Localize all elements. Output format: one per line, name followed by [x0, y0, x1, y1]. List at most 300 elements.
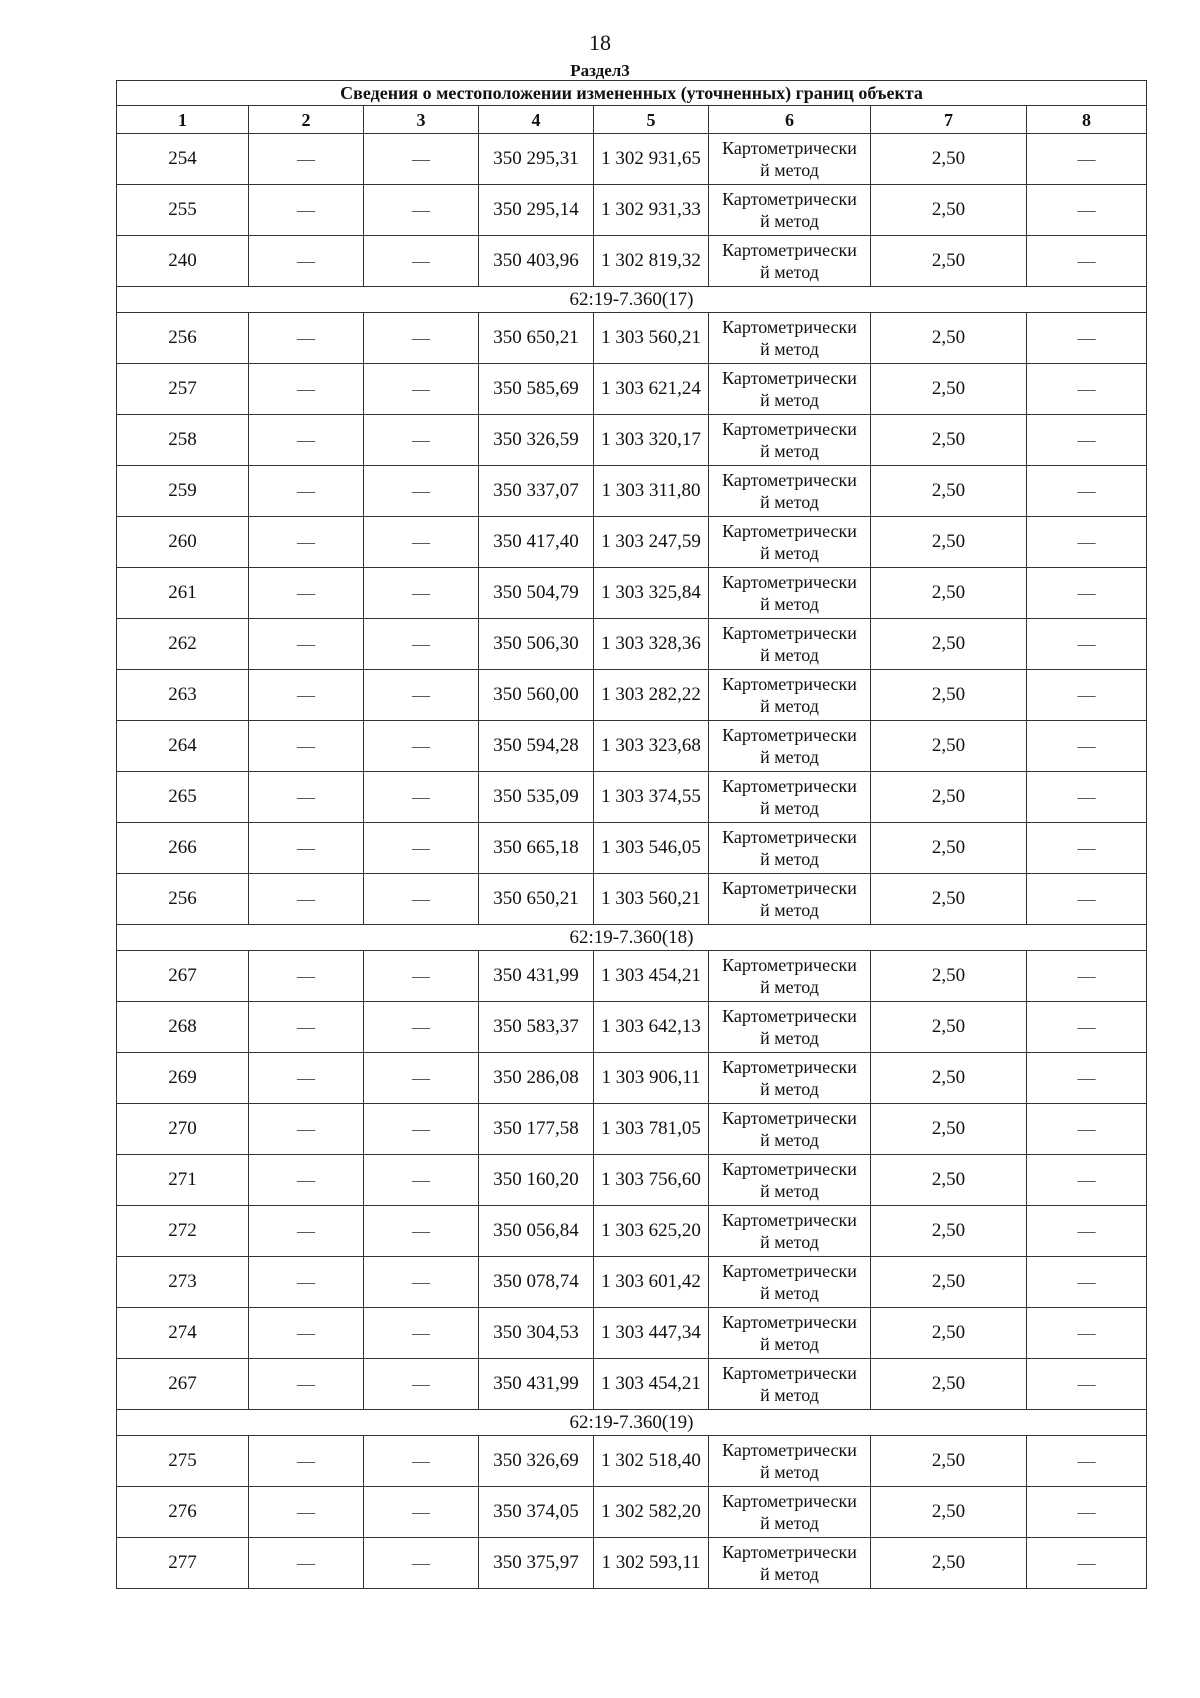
method-cell: [709, 1359, 871, 1410]
method-text-line: й метод: [760, 900, 819, 920]
table-row: [117, 619, 1147, 670]
method-cell: [709, 1206, 871, 1257]
dash-cell: —: [364, 1436, 479, 1487]
dash-cell: —: [249, 1155, 364, 1206]
dash-cell: —: [364, 364, 479, 415]
dash-cell: —: [364, 236, 479, 287]
dash-cell: —: [364, 1155, 479, 1206]
table-row: [117, 874, 1147, 925]
accuracy-cell: 2,50: [871, 1206, 1027, 1257]
method-cell: [709, 670, 871, 721]
method-text-line: й метод: [760, 441, 819, 461]
method-cell: [709, 619, 871, 670]
column-header: 4: [479, 106, 594, 134]
table-row: [117, 415, 1147, 466]
method-text-line: й метод: [760, 339, 819, 359]
method-text-line: Картометрически: [722, 1312, 857, 1332]
dash-cell: —: [1027, 517, 1147, 568]
dash-cell: —: [364, 619, 479, 670]
point-number-cell: 256: [117, 313, 249, 364]
accuracy-cell: 2,50: [871, 466, 1027, 517]
accuracy-cell: 2,50: [871, 415, 1027, 466]
dash-cell: —: [1027, 619, 1147, 670]
method-text-line: Картометрически: [722, 470, 857, 490]
point-number-cell: 267: [117, 1359, 249, 1410]
dash-cell: —: [364, 466, 479, 517]
point-number-cell: 269: [117, 1053, 249, 1104]
table-row: [117, 1257, 1147, 1308]
x-coordinate-cell: 350 326,59: [479, 415, 594, 466]
method-cell: [709, 364, 871, 415]
dash-cell: —: [249, 1359, 364, 1410]
dash-cell: —: [249, 1053, 364, 1104]
method-text-line: й метод: [760, 1334, 819, 1354]
accuracy-cell: 2,50: [871, 134, 1027, 185]
table-row: [117, 1308, 1147, 1359]
dash-cell: —: [1027, 823, 1147, 874]
dash-cell: —: [364, 568, 479, 619]
dash-cell: —: [1027, 313, 1147, 364]
dash-cell: —: [249, 364, 364, 415]
accuracy-cell: 2,50: [871, 1053, 1027, 1104]
method-cell: [709, 236, 871, 287]
dash-cell: —: [1027, 134, 1147, 185]
dash-cell: —: [249, 134, 364, 185]
method-cell: [709, 1155, 871, 1206]
method-cell: [709, 134, 871, 185]
table-body: [117, 81, 1147, 1589]
method-text-line: й метод: [760, 798, 819, 818]
group-label: 62:19-7.360(18): [117, 925, 1147, 951]
dash-cell: —: [364, 185, 479, 236]
dash-cell: —: [249, 721, 364, 772]
dash-cell: —: [1027, 568, 1147, 619]
method-text-line: Картометрически: [722, 1057, 857, 1077]
method-cell: [709, 772, 871, 823]
method-text-line: й метод: [760, 747, 819, 767]
y-coordinate-cell: 1 302 593,11: [594, 1538, 709, 1589]
dash-cell: —: [249, 1257, 364, 1308]
method-text-line: й метод: [760, 1181, 819, 1201]
dash-cell: —: [249, 823, 364, 874]
point-number-cell: 271: [117, 1155, 249, 1206]
y-coordinate-cell: 1 303 323,68: [594, 721, 709, 772]
table-row: [117, 772, 1147, 823]
table-row: [117, 721, 1147, 772]
table-row: [117, 951, 1147, 1002]
x-coordinate-cell: 350 650,21: [479, 874, 594, 925]
table-row: [117, 568, 1147, 619]
accuracy-cell: 2,50: [871, 823, 1027, 874]
y-coordinate-cell: 1 302 931,33: [594, 185, 709, 236]
method-cell: [709, 1538, 871, 1589]
accuracy-cell: 2,50: [871, 1308, 1027, 1359]
method-text-line: й метод: [760, 696, 819, 716]
y-coordinate-cell: 1 303 320,17: [594, 415, 709, 466]
method-text-line: й метод: [760, 1028, 819, 1048]
method-text-line: Картометрически: [722, 419, 857, 439]
accuracy-cell: 2,50: [871, 1257, 1027, 1308]
method-text-line: Картометрически: [722, 521, 857, 541]
method-text-line: й метод: [760, 977, 819, 997]
column-header: 2: [249, 106, 364, 134]
dash-cell: —: [1027, 364, 1147, 415]
dash-cell: —: [364, 1002, 479, 1053]
method-cell: [709, 1257, 871, 1308]
point-number-cell: 277: [117, 1538, 249, 1589]
group-header-row: [117, 925, 1147, 951]
accuracy-cell: 2,50: [871, 1436, 1027, 1487]
column-header: 7: [871, 106, 1027, 134]
y-coordinate-cell: 1 302 582,20: [594, 1487, 709, 1538]
table-row: [117, 313, 1147, 364]
x-coordinate-cell: 350 650,21: [479, 313, 594, 364]
point-number-cell: 259: [117, 466, 249, 517]
accuracy-cell: 2,50: [871, 568, 1027, 619]
method-cell: [709, 466, 871, 517]
dash-cell: —: [249, 951, 364, 1002]
accuracy-cell: 2,50: [871, 619, 1027, 670]
dash-cell: —: [364, 670, 479, 721]
point-number-cell: 267: [117, 951, 249, 1002]
x-coordinate-cell: 350 560,00: [479, 670, 594, 721]
dash-cell: —: [364, 517, 479, 568]
table-row: [117, 1359, 1147, 1410]
dash-cell: —: [1027, 1053, 1147, 1104]
dash-cell: —: [249, 1308, 364, 1359]
y-coordinate-cell: 1 302 931,65: [594, 134, 709, 185]
dash-cell: —: [1027, 670, 1147, 721]
dash-cell: —: [364, 1104, 479, 1155]
boundary-coordinates-table: [116, 80, 1147, 1589]
method-cell: [709, 313, 871, 364]
dash-cell: —: [364, 721, 479, 772]
y-coordinate-cell: 1 303 454,21: [594, 1359, 709, 1410]
accuracy-cell: 2,50: [871, 1155, 1027, 1206]
method-text-line: Картометрически: [722, 240, 857, 260]
method-text-line: й метод: [760, 492, 819, 512]
y-coordinate-cell: 1 303 560,21: [594, 874, 709, 925]
x-coordinate-cell: 350 583,37: [479, 1002, 594, 1053]
method-text-line: Картометрически: [722, 776, 857, 796]
dash-cell: —: [1027, 1436, 1147, 1487]
method-text-line: Картометрически: [722, 1210, 857, 1230]
method-cell: [709, 1487, 871, 1538]
x-coordinate-cell: 350 506,30: [479, 619, 594, 670]
y-coordinate-cell: 1 303 282,22: [594, 670, 709, 721]
column-header: 3: [364, 106, 479, 134]
dash-cell: —: [364, 951, 479, 1002]
dash-cell: —: [249, 1002, 364, 1053]
method-text-line: Картометрически: [722, 1542, 857, 1562]
method-cell: [709, 721, 871, 772]
method-text-line: Картометрически: [722, 1108, 857, 1128]
x-coordinate-cell: 350 535,09: [479, 772, 594, 823]
x-coordinate-cell: 350 665,18: [479, 823, 594, 874]
method-cell: [709, 185, 871, 236]
accuracy-cell: 2,50: [871, 313, 1027, 364]
dash-cell: —: [249, 568, 364, 619]
y-coordinate-cell: 1 303 325,84: [594, 568, 709, 619]
group-header-row: [117, 1410, 1147, 1436]
group-label: 62:19-7.360(17): [117, 287, 1147, 313]
y-coordinate-cell: 1 303 454,21: [594, 951, 709, 1002]
method-text-line: Картометрически: [722, 827, 857, 847]
page-number: 18: [589, 30, 611, 55]
point-number-cell: 274: [117, 1308, 249, 1359]
column-header: 8: [1027, 106, 1147, 134]
y-coordinate-cell: 1 303 781,05: [594, 1104, 709, 1155]
table-row: [117, 670, 1147, 721]
method-text-line: й метод: [760, 543, 819, 563]
dash-cell: —: [249, 1436, 364, 1487]
table-row: [117, 236, 1147, 287]
method-cell: [709, 415, 871, 466]
point-number-cell: 255: [117, 185, 249, 236]
accuracy-cell: 2,50: [871, 236, 1027, 287]
table-row: [117, 1002, 1147, 1053]
dash-cell: —: [1027, 1206, 1147, 1257]
dash-cell: —: [249, 466, 364, 517]
x-coordinate-cell: 350 375,97: [479, 1538, 594, 1589]
point-number-cell: 254: [117, 134, 249, 185]
point-number-cell: 273: [117, 1257, 249, 1308]
x-coordinate-cell: 350 177,58: [479, 1104, 594, 1155]
accuracy-cell: 2,50: [871, 1104, 1027, 1155]
method-text-line: Картометрически: [722, 138, 857, 158]
dash-cell: —: [364, 415, 479, 466]
method-text-line: Картометрически: [722, 1440, 857, 1460]
table-row: [117, 134, 1147, 185]
x-coordinate-cell: 350 326,69: [479, 1436, 594, 1487]
accuracy-cell: 2,50: [871, 721, 1027, 772]
x-coordinate-cell: 350 504,79: [479, 568, 594, 619]
table-row: [117, 185, 1147, 236]
dash-cell: —: [1027, 185, 1147, 236]
accuracy-cell: 2,50: [871, 1359, 1027, 1410]
y-coordinate-cell: 1 303 311,80: [594, 466, 709, 517]
point-number-cell: 263: [117, 670, 249, 721]
method-text-line: Картометрически: [722, 1159, 857, 1179]
method-text-line: й метод: [760, 645, 819, 665]
method-text-line: й метод: [760, 594, 819, 614]
dash-cell: —: [249, 1104, 364, 1155]
dash-cell: —: [1027, 1257, 1147, 1308]
x-coordinate-cell: 350 403,96: [479, 236, 594, 287]
method-text-line: Картометрически: [722, 1491, 857, 1511]
method-text-line: й метод: [760, 849, 819, 869]
point-number-cell: 272: [117, 1206, 249, 1257]
dash-cell: —: [249, 1206, 364, 1257]
point-number-cell: 261: [117, 568, 249, 619]
table-row: [117, 1206, 1147, 1257]
table-row: [117, 1155, 1147, 1206]
dash-cell: —: [364, 1359, 479, 1410]
method-text-line: й метод: [760, 1283, 819, 1303]
method-cell: [709, 1308, 871, 1359]
method-text-line: й метод: [760, 1564, 819, 1584]
method-text-line: Картометрически: [722, 1363, 857, 1383]
dash-cell: —: [364, 134, 479, 185]
table-row: [117, 1104, 1147, 1155]
method-text-line: Картометрически: [722, 1261, 857, 1281]
y-coordinate-cell: 1 303 756,60: [594, 1155, 709, 1206]
column-header: 5: [594, 106, 709, 134]
table-row: [117, 466, 1147, 517]
dash-cell: —: [249, 1538, 364, 1589]
method-text-line: й метод: [760, 390, 819, 410]
method-text-line: Картометрически: [722, 955, 857, 975]
group-label: 62:19-7.360(19): [117, 1410, 1147, 1436]
x-coordinate-cell: 350 374,05: [479, 1487, 594, 1538]
dash-cell: —: [364, 823, 479, 874]
dash-cell: —: [249, 185, 364, 236]
method-cell: [709, 1104, 871, 1155]
accuracy-cell: 2,50: [871, 517, 1027, 568]
table-caption-row: [117, 81, 1147, 106]
dash-cell: —: [1027, 1487, 1147, 1538]
accuracy-cell: 2,50: [871, 1002, 1027, 1053]
y-coordinate-cell: 1 302 819,32: [594, 236, 709, 287]
method-text-line: й метод: [760, 160, 819, 180]
dash-cell: —: [1027, 721, 1147, 772]
y-coordinate-cell: 1 303 560,21: [594, 313, 709, 364]
method-text-line: Картометрически: [722, 189, 857, 209]
method-text-line: й метод: [760, 1232, 819, 1252]
dash-cell: —: [249, 313, 364, 364]
method-cell: [709, 517, 871, 568]
group-header-row: [117, 287, 1147, 313]
method-text-line: Картометрически: [722, 368, 857, 388]
point-number-cell: 256: [117, 874, 249, 925]
dash-cell: —: [249, 619, 364, 670]
method-text-line: й метод: [760, 1513, 819, 1533]
point-number-cell: 275: [117, 1436, 249, 1487]
table-row: [117, 1053, 1147, 1104]
method-cell: [709, 951, 871, 1002]
dash-cell: —: [364, 1487, 479, 1538]
y-coordinate-cell: 1 302 518,40: [594, 1436, 709, 1487]
dash-cell: —: [1027, 772, 1147, 823]
y-coordinate-cell: 1 303 447,34: [594, 1308, 709, 1359]
method-text-line: Картометрически: [722, 572, 857, 592]
table-row: [117, 1487, 1147, 1538]
section-title: Раздел3: [570, 61, 630, 80]
table-row: [117, 1436, 1147, 1487]
dash-cell: —: [1027, 466, 1147, 517]
dash-cell: —: [364, 1538, 479, 1589]
x-coordinate-cell: 350 078,74: [479, 1257, 594, 1308]
method-cell: [709, 823, 871, 874]
method-text-line: Картометрически: [722, 317, 857, 337]
dash-cell: —: [249, 236, 364, 287]
dash-cell: —: [364, 1257, 479, 1308]
x-coordinate-cell: 350 304,53: [479, 1308, 594, 1359]
dash-cell: —: [249, 1487, 364, 1538]
x-coordinate-cell: 350 431,99: [479, 1359, 594, 1410]
dash-cell: —: [1027, 1104, 1147, 1155]
x-coordinate-cell: 350 286,08: [479, 1053, 594, 1104]
point-number-cell: 257: [117, 364, 249, 415]
dash-cell: —: [364, 1308, 479, 1359]
dash-cell: —: [364, 772, 479, 823]
accuracy-cell: 2,50: [871, 185, 1027, 236]
accuracy-cell: 2,50: [871, 951, 1027, 1002]
method-cell: [709, 1002, 871, 1053]
method-text-line: Картометрически: [722, 674, 857, 694]
dash-cell: —: [249, 517, 364, 568]
x-coordinate-cell: 350 431,99: [479, 951, 594, 1002]
point-number-cell: 266: [117, 823, 249, 874]
x-coordinate-cell: 350 417,40: [479, 517, 594, 568]
dash-cell: —: [1027, 1308, 1147, 1359]
column-header: 6: [709, 106, 871, 134]
dash-cell: —: [1027, 1359, 1147, 1410]
accuracy-cell: 2,50: [871, 364, 1027, 415]
point-number-cell: 268: [117, 1002, 249, 1053]
dash-cell: —: [1027, 1002, 1147, 1053]
dash-cell: —: [1027, 1538, 1147, 1589]
x-coordinate-cell: 350 594,28: [479, 721, 594, 772]
dash-cell: —: [1027, 1155, 1147, 1206]
table-caption: Сведения о местоположении измененных (уточненных) границ объекта: [117, 81, 1147, 106]
point-number-cell: 262: [117, 619, 249, 670]
x-coordinate-cell: 350 056,84: [479, 1206, 594, 1257]
dash-cell: —: [249, 772, 364, 823]
method-cell: [709, 568, 871, 619]
x-coordinate-cell: 350 295,31: [479, 134, 594, 185]
y-coordinate-cell: 1 303 601,42: [594, 1257, 709, 1308]
dash-cell: —: [249, 874, 364, 925]
accuracy-cell: 2,50: [871, 1538, 1027, 1589]
x-coordinate-cell: 350 295,14: [479, 185, 594, 236]
method-text-line: й метод: [760, 262, 819, 282]
method-text-line: й метод: [760, 1462, 819, 1482]
method-cell: [709, 1436, 871, 1487]
point-number-cell: 264: [117, 721, 249, 772]
y-coordinate-cell: 1 303 374,55: [594, 772, 709, 823]
accuracy-cell: 2,50: [871, 874, 1027, 925]
y-coordinate-cell: 1 303 906,11: [594, 1053, 709, 1104]
dash-cell: —: [1027, 415, 1147, 466]
accuracy-cell: 2,50: [871, 1487, 1027, 1538]
method-text-line: й метод: [760, 211, 819, 231]
y-coordinate-cell: 1 303 328,36: [594, 619, 709, 670]
x-coordinate-cell: 350 160,20: [479, 1155, 594, 1206]
method-cell: [709, 874, 871, 925]
accuracy-cell: 2,50: [871, 670, 1027, 721]
method-text-line: й метод: [760, 1385, 819, 1405]
y-coordinate-cell: 1 303 621,24: [594, 364, 709, 415]
accuracy-cell: 2,50: [871, 772, 1027, 823]
dash-cell: —: [1027, 874, 1147, 925]
point-number-cell: 240: [117, 236, 249, 287]
method-text-line: й метод: [760, 1079, 819, 1099]
column-header-row: [117, 106, 1147, 134]
method-text-line: Картометрически: [722, 1006, 857, 1026]
y-coordinate-cell: 1 303 625,20: [594, 1206, 709, 1257]
x-coordinate-cell: 350 585,69: [479, 364, 594, 415]
table-row: [117, 364, 1147, 415]
dash-cell: —: [249, 670, 364, 721]
dash-cell: —: [1027, 236, 1147, 287]
x-coordinate-cell: 350 337,07: [479, 466, 594, 517]
table-row: [117, 823, 1147, 874]
method-text-line: Картометрически: [722, 725, 857, 745]
point-number-cell: 276: [117, 1487, 249, 1538]
table-row: [117, 517, 1147, 568]
method-text-line: Картометрически: [722, 878, 857, 898]
